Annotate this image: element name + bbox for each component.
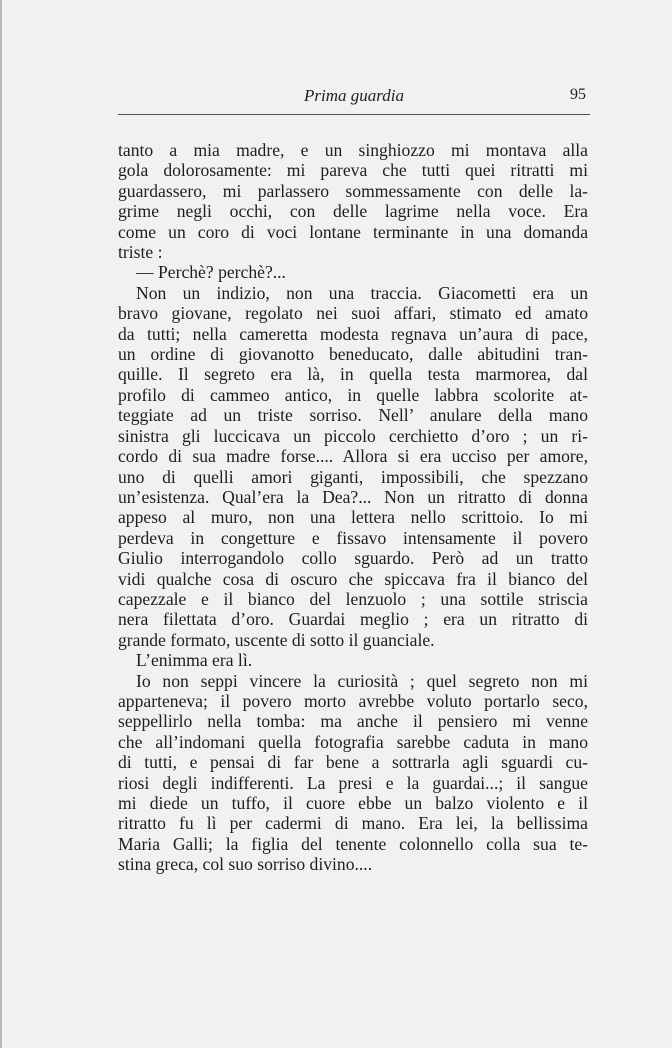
text-line: grime negli occhi, con delle lagrime nella voce. Era [118, 201, 588, 222]
text-line: stina greca, col suo sorriso divino.... [118, 854, 373, 875]
text-line: apparteneva; il povero morto avrebbe voluto portarlo seco, [118, 690, 588, 711]
text-line: vidi qualche cosa di oscuro che spiccava fra il bianco del [118, 568, 588, 589]
text-line: tanto a mia madre, e un singhiozzo mi montava alla [118, 140, 588, 160]
text-line: Non un indizio, non una traccia. Giacometti era un [136, 282, 588, 303]
text-line: appeso al muro, non una lettera nello scrittoio. Io mi [118, 507, 588, 528]
text-line: Maria Galli; la figlia del tenente colonnello colla sua te- [118, 833, 588, 854]
header-rule [118, 114, 590, 115]
text-line: ritratto fu lì per cadermi di mano. Era lei, la bellissima [118, 813, 588, 834]
text-line: profilo di cammeo antico, in quelle labbra scolorite at- [118, 384, 588, 405]
text-line: teggiate ad un triste sorriso. Nell’ anulare della mano [118, 405, 588, 426]
text-line: di tutti, e pensai di far bene a sottrarla agli sguardi cu- [118, 752, 588, 773]
running-header [118, 80, 590, 110]
text-line: seppellirlo nella tomba: ma anche il pensiero mi venne [118, 711, 588, 732]
running-title: Prima guardia [304, 86, 404, 105]
text-line: cordo di sua madre forse.... Allora si era ucciso per amore, [118, 446, 588, 467]
text-line: un ordine di giovanotto beneducato, dalle abitudini tran- [118, 344, 588, 365]
text-line: triste : [118, 242, 163, 263]
text-line: Io non seppi vincere la curiosità ; quel segreto non mi [136, 670, 588, 691]
text-line: mi diede un tuffo, il cuore ebbe un balzo violento e il [118, 793, 588, 813]
page-number: 95 [570, 86, 586, 103]
text-line: nera filettata d’oro. Guardai meglio ; era un ritratto di [118, 609, 588, 630]
text-line: che all’indomani quella fotografia sarebbe caduta in mano [118, 731, 588, 752]
text-line: da tutti; nella cameretta modesta regnava un’aura di pace, [118, 323, 588, 344]
text-line: grande formato, uscente di sotto il guanciale. [118, 629, 435, 650]
page-edge [0, 0, 2, 1048]
text-line: — Perchè? perchè?... [136, 262, 286, 283]
text-line: capezzale e il bianco del lenzuolo ; una sottile striscia [118, 588, 588, 609]
text-line: perdeva in congetture e fissavo intensamente il povero [118, 527, 588, 548]
text-line: riosi degli indifferenti. La presi e la guardai...; il sangue [118, 772, 588, 793]
text-line: un’esistenza. Qual’era la Dea?... Non un ritratto di donna [118, 486, 588, 507]
text-line: guardassero, mi parlassero sommessamente con delle la- [118, 180, 588, 201]
text-line: gola dolorosamente: mi pareva che tutti quei ritratti mi [118, 160, 588, 181]
text-line: sinistra gli luccicava un piccolo cerchietto d’oro ; un ri- [118, 425, 588, 446]
text-line: Giulio interrogandolo collo sguardo. Però ad un tratto [118, 548, 588, 569]
body-text [118, 140, 588, 875]
text-line: bravo giovane, regolato nei suoi affari, stimato ed amato [118, 303, 588, 324]
text-line: uno di quelli amori giganti, impossibili, che spezzano [118, 466, 588, 487]
text-line: L’enimma era lì. [136, 650, 253, 671]
text-line: quille. Il segreto era là, in quella testa marmorea, dal [118, 364, 588, 385]
text-line: come un coro di voci lontane terminante in una domanda [118, 221, 588, 242]
